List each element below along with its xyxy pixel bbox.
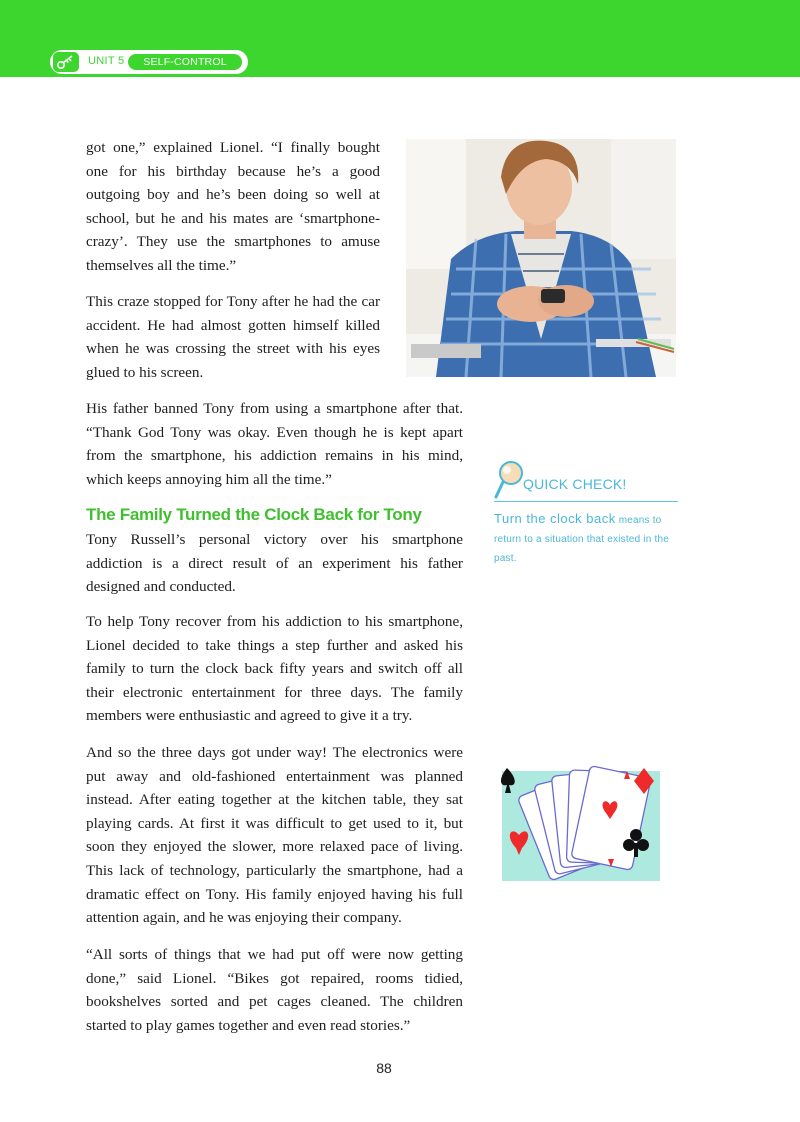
- unit-topic: SELF-CONTROL: [128, 54, 242, 70]
- quick-check-title: QUICK CHECK!: [523, 476, 627, 492]
- magnifier-icon: [494, 460, 524, 505]
- article-paragraph-4: Tony Russell’s personal victory over his smartphone addiction is a direct result of an experiment his father designed and conducted.: [86, 531, 463, 596]
- article-paragraph-7: “All sorts of things that we had put off were now getting done,” said Lionel. “Bikes got repaired, rooms tidied, bookshelves sorted and pet cages cleaned. The children started to play games together and even read stories.”: [86, 946, 463, 1034]
- page-number: 88: [376, 1060, 392, 1076]
- quick-check-definition: [494, 509, 680, 568]
- article-paragraph-1: got one,” explained Lionel. “I finally bought one for his birthday because he’s a good outgoing boy and he’s been doing so well at school, but he and his mates are ‘smartphone-crazy’. They use the smartphones to amuse themselves all the time.”: [86, 139, 380, 274]
- quick-check-term: Turn the clock back: [494, 511, 616, 526]
- quick-check-divider: [494, 501, 678, 502]
- unit-label: UNIT 5: [88, 55, 125, 67]
- article-paragraph-3: His father banned Tony from using a smartphone after that. “Thank God Tony was okay. Even though he is kept apart from the smartphone, his addiction remains in his mind, which keeps annoying him all the time.”: [86, 400, 463, 488]
- article-paragraph-6: And so the three days got under way! The electronics were put away and old-fashioned entertainment was planned instead. After eating together at the kitchen table, they sat playing cards. At first it was difficult to get used to it, but soon they enjoyed the slower, more relaxed pace of living. This lack of technology, particularly the smartphone, had a dramatic effect on Tony. His family enjoyed having his full attention again, and he was enjoying their company.: [86, 744, 463, 927]
- playing-cards-illustration: [494, 763, 662, 888]
- key-icon: [53, 52, 79, 72]
- article-paragraph-2: This craze stopped for Tony after he had the car accident. He had almost gotten himself killed when he was crossing the street with his eyes glued to his screen.: [86, 293, 380, 381]
- article-paragraph-5: To help Tony recover from his addiction to his smartphone, Lionel decided to take things a step further and asked his family to turn the clock back fifty years and switch off all their electronic entertainment for three days. The family members were enthusiastic and agreed to give it a try.: [86, 613, 463, 725]
- teen-smartphone-photo: [406, 139, 676, 377]
- quick-check-text: means to return to a situation that existed in the past.: [494, 515, 669, 564]
- section-heading: The Family Turned the Clock Back for Tony: [86, 505, 422, 524]
